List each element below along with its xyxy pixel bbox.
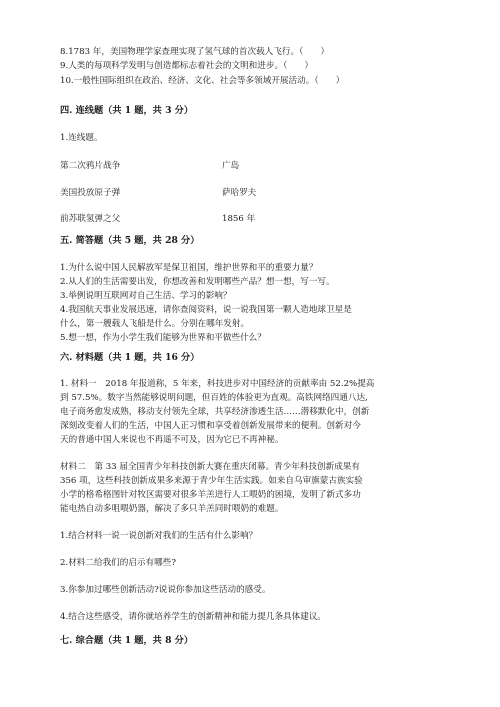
question-text: 3.你参加过哪些创新活动?说说你参加这些活动的感受。: [60, 585, 271, 595]
question-text: 2.从人们的生活需要出发，你想改善和发明哪些产品？想一想，写一写。: [60, 277, 335, 287]
question-text: 4.我国航天事业发展迅速，请你查阅资料，说一说我国第一颗人造地球卫星是: [60, 305, 352, 315]
section-heading: 四. 连线题（共 1 题，共 3 分）: [60, 105, 194, 116]
judgement-item: 10.一般性国际组织在政治、经济、文化、社会等多领域开展活动。（ ）: [60, 76, 345, 86]
section-heading: 七. 综合题（共 1 题，共 8 分）: [60, 635, 194, 646]
match-right-item: 萨哈罗夫: [222, 188, 257, 198]
material-text: 电子商务愈发成熟，移动支付领先全球，共享经济渗透生活……潜移默化中，创新: [60, 407, 370, 417]
material-text: 深刻改变着人们的生活，中国人正习惯和享受着创新发展带来的便利。创新对今: [60, 421, 361, 431]
section-heading: 五. 简答题（共 5 题，共 28 分）: [60, 235, 200, 246]
material-text: 356 项，这些科技创新成果多来源于青少年生活实践。如来自乌审旗蒙古族实验: [60, 476, 363, 486]
match-right-item: 1856 年: [222, 214, 256, 224]
match-left-item: 前苏联氢弹之父: [60, 214, 121, 224]
question-text: 5.想一想，作为小学生我们能够为世界和平做些什么？: [60, 333, 266, 343]
question-text: 1.连线题。: [60, 133, 103, 143]
question-text: 什么，第一艘载人飞船是什么。分别在哪年发射。: [60, 319, 250, 329]
material-text: 天的普通中国人来说也不再遥不可及，因为它已不再神秘。: [60, 435, 284, 445]
section-heading: 六. 材料题（共 1 题，共 16 分）: [60, 352, 200, 363]
material-text: 能电热自动多咀喂奶器，解决了多只羊羔同时喂奶的难题。: [60, 504, 284, 514]
judgement-item: 9.人类的每项科学发明与创造都标志着社会的文明和进步。（ ）: [60, 61, 314, 71]
match-left-item: 美国投放原子弹: [60, 188, 121, 198]
question-text: 4.结合这些感受，请你就培养学生的创新精神和能力提几条具体建议。: [60, 612, 327, 622]
material-text: 材料二 第 33 届全国青少年科技创新大赛在重庆闭幕。青少年科技创新成果有: [60, 462, 360, 472]
material-text: 小学的格希格图针对牧区需要对很多羊羔进行人工喂奶的困境，发明了新式多功: [60, 490, 361, 500]
material-text: 1. 材料一 2018 年报道称，5 年来，科技进步对中国经济的贡献率由 52.2%提高: [60, 379, 375, 389]
question-text: 1.为什么说中国人民解放军是保卫祖国，维护世界和平的重要力量？: [60, 263, 318, 273]
match-right-item: 广岛: [222, 161, 240, 171]
question-text: 1.结合材料一说一说创新对我们的生活有什么影响？: [60, 531, 258, 541]
question-text: 2.材料二给我们的启示有哪些?: [60, 558, 176, 568]
match-left-item: 第二次鸦片战争: [60, 161, 121, 171]
judgement-item: 8.1783 年，美国物理学家查理实现了氢气球的首次载人飞行。（ ）: [60, 47, 330, 57]
question-text: 3.举例说明互联网对自己生活、学习的影响？: [60, 291, 232, 301]
material-text: 到 57.5%。数字当然能够说明问题，但百姓的体验更为直观。高铁网络四通八达,: [60, 393, 368, 403]
